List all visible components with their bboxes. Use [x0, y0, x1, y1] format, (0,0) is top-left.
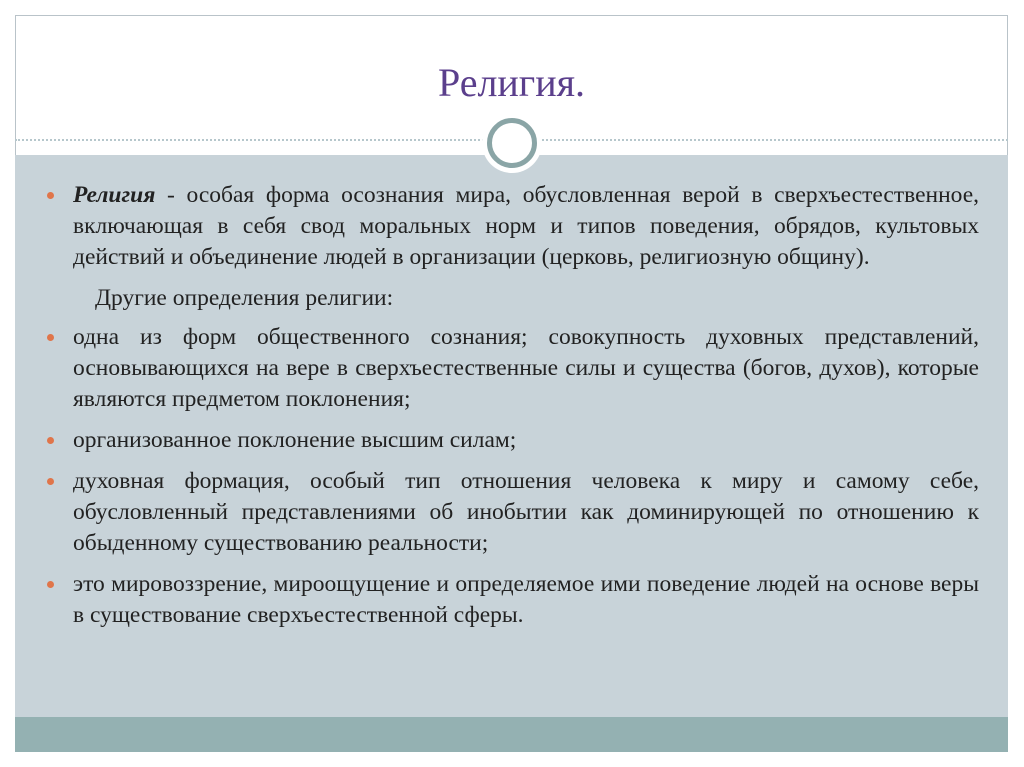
bullet-icon [47, 581, 54, 588]
list-item [73, 322, 979, 415]
bullet-icon [47, 478, 54, 485]
list-item [73, 569, 979, 631]
slide-body [73, 180, 979, 641]
list-item-text: одна из форм общественного сознания; совокупность духовных представлений, основывающихся на вере в сверхъестественные силы и существа (богов, духов), которые являются предметом поклонения; [73, 324, 979, 412]
list-item [73, 466, 979, 559]
definition-intro [73, 180, 979, 273]
subheading: Другие определения религии: [95, 285, 394, 311]
list-item-text: это мировоззрение, мироощущение и определяемое ими поведение людей на основе веры в существование сверхъестественной сферы. [73, 571, 979, 628]
definition-term: Религия [73, 182, 156, 208]
list-item-text: духовная формация, особый тип отношения человека к миру и самому себе, обусловленный представлениями об инобытии как доминирующей по отношению к обыденному существованию реальности; [73, 468, 979, 556]
bullet-icon [47, 437, 54, 444]
slide-title: Религия. [437, 60, 586, 105]
divider-circle-ring [487, 118, 537, 168]
bullet-icon [47, 334, 54, 341]
list-item-text: организованное поклонение высшим силам; [73, 427, 517, 453]
footer-bar [15, 717, 1008, 752]
list-item [73, 425, 979, 456]
definition-text: - особая форма осознания мира, обусловленная верой в сверхъестественное, включающая в себя свод моральных норм и типов поведения, обрядов, культовых действий и объединение людей в организации (церковь, религиозную общину). [73, 182, 979, 270]
bullet-icon [47, 192, 54, 199]
